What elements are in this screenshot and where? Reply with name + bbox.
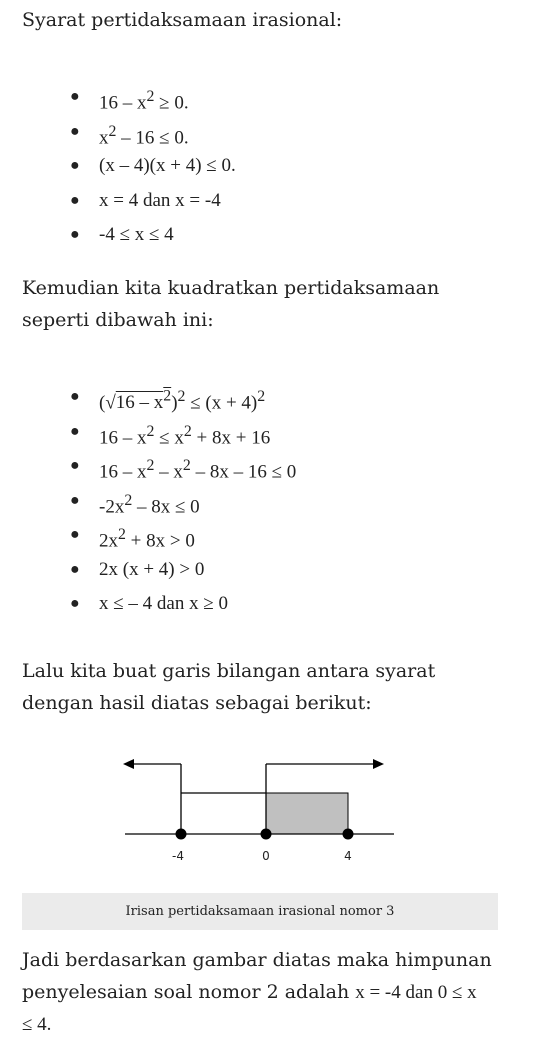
list-item: ● $-2x^2 - 8x \le 0$ [70,484,296,519]
bullet-icon: ● [70,526,80,543]
list-item: ● (x – 4)(x + 4) ≤ 0. [70,149,236,184]
left-arrow-icon [123,759,134,769]
list-item: ● x ≤ – 4 dan x ≥ 0 [70,587,296,622]
list-item: ● $(√16 - x^2)^2 \le (x + 4)^2$ [70,380,296,415]
list-item: ● $16 - x^2 - x^2 - 8x - 16 \le 0$ [70,449,296,484]
bullet-icon: ● [70,457,80,474]
bullet-icon: ● [70,157,80,174]
tick-label-minus-4: -4 [172,849,184,863]
right-arrow-icon [373,759,384,769]
bullet-icon: ● [70,422,80,440]
tick-label-0: 0 [262,849,270,863]
point-minus-4 [176,829,187,840]
bullet-icon: ● [70,122,80,140]
section1-heading: Syarat pertidaksamaan irasional: [22,9,343,31]
tick-label-4: 4 [344,849,352,863]
list-item: ● $2x^2 + 8x > 0$ [70,518,296,553]
point-0 [261,829,272,840]
radicand: $16 - x^2$ [115,388,172,414]
intersection-region [266,793,348,834]
section3-heading: Lalu kita buat garis bilangan antara syarat dengan hasil diatas sebagai berikut: [22,660,436,714]
list-item: ● $x^2 - 16 \le 0$. [70,115,236,150]
bullet-icon: ● [70,88,80,105]
figure-caption: Irisan pertidaksamaan irasional nomor 3 [22,893,498,930]
point-4 [343,829,354,840]
bullet-icon: ● [70,388,80,405]
list-item: ● 2x (x + 4) > 0 [70,553,296,588]
bullet-icon: ● [70,191,80,209]
list-item: ● -4 ≤ x ≤ 4 [70,218,236,253]
list-item: ● x = 4 dan x = -4 [70,184,236,219]
bullet-icon: ● [70,226,80,243]
bullet-icon: ● [70,595,80,612]
bullet-icon: ● [70,491,80,509]
list-item: ● $16 - x^2 \ge 0$. [70,80,236,115]
list-item: ● $16 - x^2 \le x^2 + 8x + 16$ [70,415,296,450]
bullet-icon: ● [70,560,80,578]
conclusion-paragraph: Jadi berdasarkan gambar diatas maka himpunan penyelesaian soal nomor 2 adalah x = -4 dan 0 ≤ x ≤ 4. [22,949,492,1035]
section2-heading: Kemudian kita kuadratkan pertidaksamaan seperti dibawah ini: [22,277,440,331]
